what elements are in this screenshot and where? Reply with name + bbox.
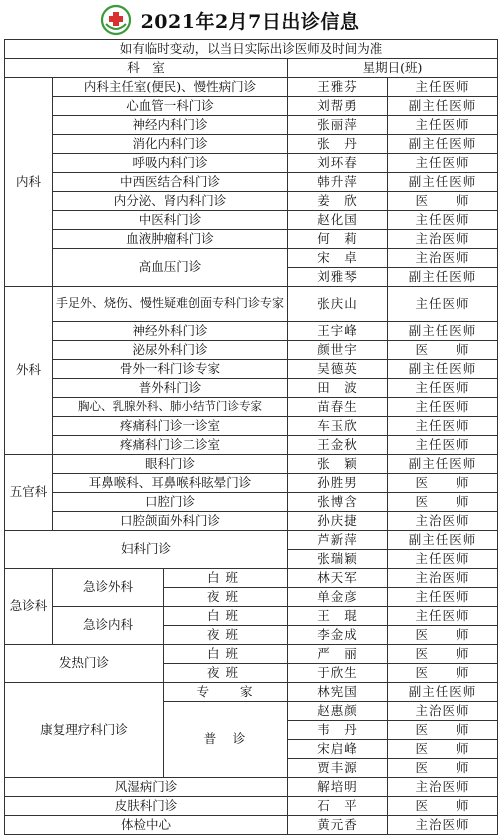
department-name: 中医科门诊 [53, 211, 288, 230]
doctor-name: 颜世宇 [288, 341, 388, 360]
doctor-title: 主治医师 [388, 230, 498, 249]
doctor-name: 张博含 [288, 493, 388, 512]
department-name: 急诊内科 [53, 607, 164, 645]
table-row [5, 683, 498, 702]
department-name: 内科主任室(便民)、慢性病门诊 [53, 78, 288, 97]
doctor-name: 宋 卓 [288, 249, 388, 268]
doctor-name: 韩升萍 [288, 173, 388, 192]
doctor-name: 张庆山 [288, 287, 388, 322]
department-name: 消化内科门诊 [53, 135, 288, 154]
category-facial: 五官科 [5, 455, 53, 531]
doctor-name: 解培明 [288, 778, 388, 797]
doctor-name: 李金成 [288, 626, 388, 645]
doctor-name: 张丽萍 [288, 116, 388, 135]
table-row [5, 436, 498, 455]
doctor-name: 宋启峰 [288, 740, 388, 759]
doctor-name: 刘环春 [288, 154, 388, 173]
doctor-name: 何 莉 [288, 230, 388, 249]
table-row [5, 645, 498, 664]
doctor-name: 王金秋 [288, 436, 388, 455]
doctor-title: 主任医师 [388, 287, 498, 322]
department-name: 内分泌、肾内科门诊 [53, 192, 288, 211]
doctor-name: 黄元香 [288, 816, 388, 835]
department-name: 妇科门诊 [5, 531, 288, 569]
department-name: 神经内科门诊 [53, 116, 288, 135]
doctor-name: 赵惠颜 [288, 702, 388, 721]
page-title: 2021年2月7日出诊信息 [140, 11, 360, 33]
doctor-title: 副主任医师 [388, 135, 498, 154]
table-row [5, 474, 498, 493]
doctor-title: 主任医师 [388, 379, 498, 398]
table-row [5, 173, 498, 192]
rehab-expert-label: 专 家 [164, 683, 288, 702]
department-name: 皮肤科门诊 [5, 797, 288, 816]
department-name: 眼科门诊 [53, 455, 288, 474]
schedule-table [4, 39, 498, 835]
shift-label: 夜班 [164, 588, 288, 607]
doctor-name: 张 颖 [288, 455, 388, 474]
doctor-name: 姜 欣 [288, 192, 388, 211]
doctor-title: 副主任医师 [388, 322, 498, 341]
table-row [5, 78, 498, 97]
department-name: 中西医结合科门诊 [53, 173, 288, 192]
doctor-title: 主任医师 [388, 436, 498, 455]
notice-row [5, 40, 498, 59]
doctor-name: 吴德英 [288, 360, 388, 379]
doctor-title: 医 师 [388, 645, 498, 664]
table-row [5, 135, 498, 154]
column-header-schedule: 星期日(班) [288, 59, 498, 78]
doctor-name: 刘雅琴 [288, 268, 388, 287]
department-name: 神经外科门诊 [53, 322, 288, 341]
table-row [5, 287, 498, 322]
doctor-title: 医 师 [388, 721, 498, 740]
table-row [5, 816, 498, 835]
table-row [5, 230, 498, 249]
doctor-name: 严 丽 [288, 645, 388, 664]
department-name: 风湿病门诊 [5, 778, 288, 797]
table-row [5, 417, 498, 436]
department-name: 疼痛科门诊一诊室 [53, 417, 288, 436]
doctor-title: 主任医师 [388, 417, 498, 436]
shift-label: 夜班 [164, 664, 288, 683]
doctor-title: 主任医师 [388, 607, 498, 626]
doctor-title: 主任医师 [388, 154, 498, 173]
table-row [5, 569, 498, 588]
table-row [5, 211, 498, 230]
doctor-title: 主任医师 [388, 588, 498, 607]
doctor-name: 林宪国 [288, 683, 388, 702]
doctor-name: 王雅芬 [288, 78, 388, 97]
table-row [5, 116, 498, 135]
page-header [0, 0, 500, 40]
shift-label: 白班 [164, 607, 288, 626]
department-name: 心血管一科门诊 [53, 97, 288, 116]
table-row [5, 493, 498, 512]
doctor-title: 医 师 [388, 664, 498, 683]
doctor-title: 副主任医师 [388, 268, 498, 287]
department-name: 发热门诊 [5, 645, 164, 683]
doctor-name: 单金彦 [288, 588, 388, 607]
doctor-name: 张瑞颖 [288, 550, 388, 569]
category-internal: 内科 [5, 78, 53, 287]
doctor-title: 副主任医师 [388, 173, 498, 192]
doctor-title: 主治医师 [388, 569, 498, 588]
doctor-name: 林天军 [288, 569, 388, 588]
doctor-title: 主任医师 [388, 78, 498, 97]
doctor-name: 车玉欣 [288, 417, 388, 436]
rehab-general-label: 普 诊 [164, 702, 288, 778]
doctor-name: 于欣生 [288, 664, 388, 683]
department-name: 口腔颌面外科门诊 [53, 512, 288, 531]
doctor-title: 医 师 [388, 341, 498, 360]
department-name: 康复理疗科门诊 [5, 683, 164, 778]
department-name: 普外科门诊 [53, 379, 288, 398]
doctor-title: 医 师 [388, 759, 498, 778]
column-header-row [5, 59, 498, 78]
doctor-name: 田 波 [288, 379, 388, 398]
doctor-title: 副主任医师 [388, 455, 498, 474]
doctor-title: 主治医师 [388, 816, 498, 835]
department-name: 耳鼻喉科、耳鼻喉科眩晕门诊 [53, 474, 288, 493]
shift-label: 白班 [164, 569, 288, 588]
department-name: 呼吸内科门诊 [53, 154, 288, 173]
table-row [5, 512, 498, 531]
shift-label: 夜班 [164, 626, 288, 645]
category-surgery: 外科 [5, 287, 53, 455]
table-row [5, 154, 498, 173]
department-name: 骨外一科门诊专家 [53, 360, 288, 379]
table-row [5, 607, 498, 626]
doctor-title: 副主任医师 [388, 360, 498, 379]
doctor-name: 韦 丹 [288, 721, 388, 740]
doctor-name: 王 琨 [288, 607, 388, 626]
department-name: 口腔门诊 [53, 493, 288, 512]
doctor-name: 石 平 [288, 797, 388, 816]
doctor-name: 赵化国 [288, 211, 388, 230]
doctor-title: 医 师 [388, 493, 498, 512]
shift-label: 白班 [164, 645, 288, 664]
department-name: 泌尿外科门诊 [53, 341, 288, 360]
doctor-title: 副主任医师 [388, 531, 498, 550]
table-row [5, 360, 498, 379]
table-row [5, 379, 498, 398]
table-row [5, 97, 498, 116]
doctor-title: 主治医师 [388, 512, 498, 531]
table-row [5, 341, 498, 360]
doctor-title: 主任医师 [388, 116, 498, 135]
category-emergency: 急诊科 [5, 569, 53, 645]
table-row [5, 249, 498, 268]
doctor-title: 主任医师 [388, 211, 498, 230]
table-row [5, 398, 498, 417]
doctor-title: 主任医师 [388, 550, 498, 569]
table-row [5, 322, 498, 341]
table-row [5, 531, 498, 550]
doctor-title: 医 师 [388, 192, 498, 211]
doctor-name: 王宇峰 [288, 322, 388, 341]
table-row [5, 778, 498, 797]
doctor-name: 孙胜男 [288, 474, 388, 493]
doctor-title: 医 师 [388, 474, 498, 493]
table-row [5, 797, 498, 816]
doctor-title: 副主任医师 [388, 683, 498, 702]
doctor-title: 医 师 [388, 626, 498, 645]
column-header-department: 科 室 [5, 59, 288, 78]
doctor-name: 贾丰源 [288, 759, 388, 778]
doctor-title: 主治医师 [388, 702, 498, 721]
department-name: 血液肿瘤科门诊 [53, 230, 288, 249]
doctor-title: 主治医师 [388, 249, 498, 268]
department-name: 体检中心 [5, 816, 288, 835]
department-name: 急诊外科 [53, 569, 164, 607]
table-row [5, 455, 498, 474]
doctor-name: 刘帮勇 [288, 97, 388, 116]
doctor-name: 芦新萍 [288, 531, 388, 550]
department-name: 胸心、乳腺外科、肺小结节门诊专家 [53, 398, 288, 417]
department-name: 高血压门诊 [53, 249, 288, 287]
department-name: 疼痛科门诊二诊室 [53, 436, 288, 455]
doctor-name: 苗春生 [288, 398, 388, 417]
notice-text: 如有临时变动，以当日实际出诊医师及时间为准 [5, 40, 498, 59]
doctor-title: 主任医师 [388, 398, 498, 417]
doctor-name: 孙庆捷 [288, 512, 388, 531]
doctor-title: 主治医师 [388, 778, 498, 797]
doctor-title: 医 师 [388, 797, 498, 816]
doctor-name: 张 丹 [288, 135, 388, 154]
doctor-title: 医 师 [388, 740, 498, 759]
table-row [5, 192, 498, 211]
department-name: 手足外、烧伤、慢性疑难创面专科门诊专家 [53, 287, 288, 322]
doctor-title: 副主任医师 [388, 97, 498, 116]
